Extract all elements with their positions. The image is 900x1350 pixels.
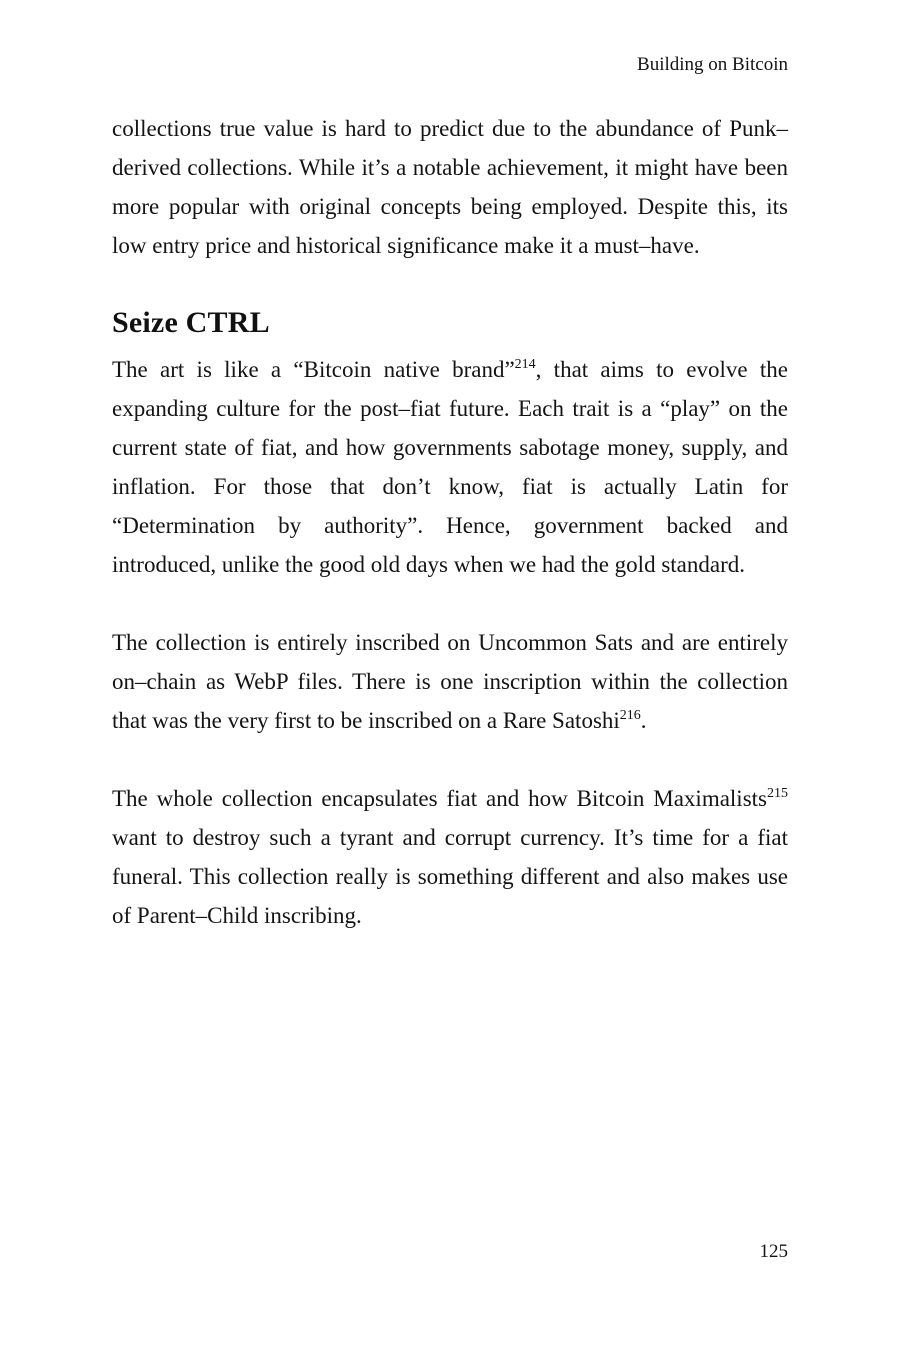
running-header: Building on Bitcoin [637, 54, 788, 75]
paragraph-whole-text-cont: want to destroy such a tyrant and corrupt currency. It’s time for a fiat funeral. This collection really is something different and also makes use of Parent–Child inscribing. [112, 825, 788, 928]
page-content [112, 109, 788, 974]
section-heading: Seize CTRL [112, 306, 270, 339]
paragraph-intro: collections true value is hard to predict due to the abundance of Punk–derived collections. While it’s a notable achievement, it might have been more popular with original concepts being employed. Despite this, its low entry price and historical significance make it a must–have. [112, 116, 788, 258]
footnote-ref-216: 216 [619, 708, 641, 723]
paragraph-art-text: The art is like a “Bitcoin native brand” [112, 357, 515, 382]
paragraph-whole [112, 779, 788, 935]
paragraph-collection-text: The collection is entirely inscribed on Uncommon Sats and are entirely on–chain as WebP files. There is one inscription within the collection that was the very first to be inscribed on a Rare Satoshi [112, 630, 788, 733]
page-number: 125 [759, 1241, 788, 1262]
paragraph-whole-text: The whole collection encapsulates fiat and how Bitcoin Maximalists [112, 786, 767, 811]
footnote-ref-214: 214 [514, 357, 536, 372]
paragraph-collection [112, 623, 788, 740]
paragraph-art-text-cont: , that aims to evolve the expanding culture for the post–fiat future. Each trait is a “play” on the current state of fiat, and how governments sabotage money, supply, and inflation. For those that don’t know, fiat is actually Latin for “Determination by authority”. Hence, government backed and introduced, unlike the good old days when we had the gold standard. [112, 357, 788, 577]
footnote-ref-215: 215 [767, 786, 788, 801]
paragraph-collection-text-cont: . [640, 708, 647, 733]
paragraph-art [112, 350, 788, 584]
